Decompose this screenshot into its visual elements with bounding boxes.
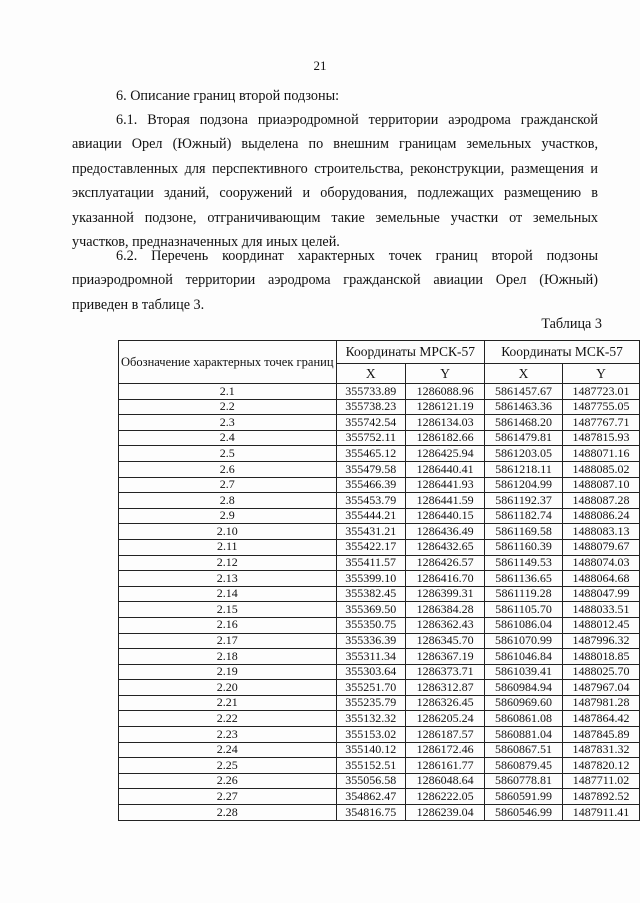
point-id-cell: 2.11	[119, 539, 337, 555]
table-row	[119, 477, 640, 493]
point-designation-header: Обозначение характерных точек границ	[119, 341, 337, 384]
msk-y-cell: 1488086.24	[562, 508, 639, 524]
msk-x-cell: 5860591.99	[485, 789, 563, 805]
mrsk-y-cell: 1286205.24	[406, 711, 485, 727]
mrsk-x-cell: 355235.79	[336, 695, 405, 711]
point-id-cell: 2.21	[119, 695, 337, 711]
mrsk-x-cell: 355466.39	[336, 477, 405, 493]
msk-y-cell: 1488047.99	[562, 586, 639, 602]
msk-y-cell: 1488085.02	[562, 461, 639, 477]
table-row	[119, 493, 640, 509]
point-id-cell: 2.9	[119, 508, 337, 524]
table-row	[119, 649, 640, 665]
msk-y-cell: 1487820.12	[562, 758, 639, 774]
mrsk-x-cell: 355422.17	[336, 539, 405, 555]
point-id-cell: 2.16	[119, 617, 337, 633]
mrsk-x-cell: 354816.75	[336, 805, 405, 821]
point-id-cell: 2.10	[119, 524, 337, 540]
msk-y-cell: 1488033.51	[562, 602, 639, 618]
point-id-cell: 2.3	[119, 415, 337, 431]
mrsk-x-header: X	[336, 364, 405, 384]
msk-y-cell: 1487864.42	[562, 711, 639, 727]
mrsk-x-cell: 355303.64	[336, 664, 405, 680]
mrsk-y-cell: 1286048.64	[406, 773, 485, 789]
table-row	[119, 555, 640, 571]
msk-x-cell: 5860984.94	[485, 680, 563, 696]
table-row	[119, 508, 640, 524]
table-row	[119, 617, 640, 633]
msk-y-cell: 1488071.16	[562, 446, 639, 462]
mrsk-x-cell: 355251.70	[336, 680, 405, 696]
mrsk-x-cell: 355350.75	[336, 617, 405, 633]
msk-x-cell: 5861457.67	[485, 384, 563, 400]
table-row	[119, 446, 640, 462]
mrsk-y-cell: 1286441.93	[406, 477, 485, 493]
msk-x-cell: 5861169.58	[485, 524, 563, 540]
point-id-cell: 2.13	[119, 571, 337, 587]
mrsk-x-cell: 355752.11	[336, 430, 405, 446]
table-row	[119, 399, 640, 415]
msk-y-cell: 1487981.28	[562, 695, 639, 711]
msk-x-cell: 5860546.99	[485, 805, 563, 821]
msk-x-cell: 5861070.99	[485, 633, 563, 649]
table-row	[119, 633, 640, 649]
msk-y-cell: 1488087.28	[562, 493, 639, 509]
msk-x-cell: 5861203.05	[485, 446, 563, 462]
mrsk-x-cell: 355733.89	[336, 384, 405, 400]
msk-x-cell: 5861479.81	[485, 430, 563, 446]
mrsk-x-cell: 355453.79	[336, 493, 405, 509]
point-id-cell: 2.28	[119, 805, 337, 821]
table-row	[119, 805, 640, 821]
msk-y-cell: 1487845.89	[562, 727, 639, 743]
mrsk-y-cell: 1286440.15	[406, 508, 485, 524]
msk-x-cell: 5860861.08	[485, 711, 563, 727]
msk-x-cell: 5861136.65	[485, 571, 563, 587]
mrsk-y-cell: 1286222.05	[406, 789, 485, 805]
table-row	[119, 384, 640, 400]
mrsk-y-cell: 1286399.31	[406, 586, 485, 602]
point-id-cell: 2.1	[119, 384, 337, 400]
msk-y-cell: 1488079.67	[562, 539, 639, 555]
point-id-cell: 2.6	[119, 461, 337, 477]
msk-x-cell: 5861182.74	[485, 508, 563, 524]
msk-y-header: Y	[562, 364, 639, 384]
msk-57-header: Координаты МСК-57	[485, 341, 640, 364]
point-id-cell: 2.14	[119, 586, 337, 602]
paragraph-6-1: 6.1. Вторая подзона приаэродромной территории аэродрома гражданской авиации Орел (Южный) выделена по внешним границам земельных участков, предоставленных для перспективного строительства, реконструкции, размещения и эксплуатации зданий, сооружений и оборудования, подлежащих размещению в указанной подзоне, отграничивающим такие земельные участки от земельных участков, предназначенных для иных целей.	[72, 112, 598, 251]
point-id-cell: 2.25	[119, 758, 337, 774]
table-row	[119, 430, 640, 446]
msk-x-cell: 5861149.53	[485, 555, 563, 571]
mrsk-x-cell: 355738.23	[336, 399, 405, 415]
mrsk-x-cell: 355153.02	[336, 727, 405, 743]
table-row	[119, 571, 640, 587]
msk-y-cell: 1488018.85	[562, 649, 639, 665]
coordinates-table-body	[119, 384, 640, 821]
table-caption: Таблица 3	[541, 316, 602, 332]
mrsk-y-cell: 1286312.87	[406, 680, 485, 696]
table-row	[119, 789, 640, 805]
table-row	[119, 695, 640, 711]
table-row	[119, 711, 640, 727]
msk-x-cell: 5861160.39	[485, 539, 563, 555]
msk-y-cell: 1488074.03	[562, 555, 639, 571]
mrsk-x-cell: 355479.58	[336, 461, 405, 477]
point-id-cell: 2.26	[119, 773, 337, 789]
msk-x-cell: 5860881.04	[485, 727, 563, 743]
point-id-cell: 2.15	[119, 602, 337, 618]
table-row	[119, 539, 640, 555]
mrsk-y-cell: 1286426.57	[406, 555, 485, 571]
msk-y-cell: 1487996.32	[562, 633, 639, 649]
table-row	[119, 461, 640, 477]
msk-x-cell: 5860867.51	[485, 742, 563, 758]
mrsk-57-header: Координаты МРСК-57	[336, 341, 485, 364]
point-id-cell: 2.8	[119, 493, 337, 509]
mrsk-y-cell: 1286384.28	[406, 602, 485, 618]
mrsk-x-cell: 355056.58	[336, 773, 405, 789]
msk-y-cell: 1487967.04	[562, 680, 639, 696]
mrsk-x-cell: 355465.12	[336, 446, 405, 462]
mrsk-x-cell: 355742.54	[336, 415, 405, 431]
msk-x-cell: 5861463.36	[485, 399, 563, 415]
msk-x-cell: 5861468.20	[485, 415, 563, 431]
msk-y-cell: 1487911.41	[562, 805, 639, 821]
msk-x-cell: 5860778.81	[485, 773, 563, 789]
msk-y-cell: 1488025.70	[562, 664, 639, 680]
mrsk-y-cell: 1286326.45	[406, 695, 485, 711]
msk-x-cell: 5861119.28	[485, 586, 563, 602]
msk-x-cell: 5861039.41	[485, 664, 563, 680]
msk-x-cell: 5861192.37	[485, 493, 563, 509]
point-id-cell: 2.12	[119, 555, 337, 571]
msk-y-cell: 1487815.93	[562, 430, 639, 446]
page-number: 21	[313, 58, 327, 73]
point-id-cell: 2.18	[119, 649, 337, 665]
msk-y-cell: 1488083.13	[562, 524, 639, 540]
table-row	[119, 415, 640, 431]
mrsk-y-cell: 1286088.96	[406, 384, 485, 400]
msk-x-cell: 5860969.60	[485, 695, 563, 711]
msk-y-cell: 1487755.05	[562, 399, 639, 415]
mrsk-x-cell: 355311.34	[336, 649, 405, 665]
msk-y-cell: 1487892.52	[562, 789, 639, 805]
mrsk-y-cell: 1286373.71	[406, 664, 485, 680]
paragraph-6-2: 6.2. Перечень координат характерных точек границ второй подзоны приаэродромной территории аэродрома гражданской авиации Орел (Южный) приведен в таблице 3.	[72, 248, 598, 313]
table-row	[119, 524, 640, 540]
msk-x-cell: 5861105.70	[485, 602, 563, 618]
mrsk-y-cell: 1286121.19	[406, 399, 485, 415]
mrsk-y-cell: 1286182.66	[406, 430, 485, 446]
mrsk-y-cell: 1286441.59	[406, 493, 485, 509]
table-row	[119, 602, 640, 618]
coordinates-table	[118, 340, 640, 821]
msk-x-cell: 5861086.04	[485, 617, 563, 633]
point-id-cell: 2.4	[119, 430, 337, 446]
point-id-cell: 2.5	[119, 446, 337, 462]
table-row	[119, 727, 640, 743]
table-row	[119, 664, 640, 680]
msk-x-cell: 5861046.84	[485, 649, 563, 665]
msk-y-cell: 1487767.71	[562, 415, 639, 431]
point-id-cell: 2.20	[119, 680, 337, 696]
msk-y-cell: 1487831.32	[562, 742, 639, 758]
msk-x-cell: 5860879.45	[485, 758, 563, 774]
table-row	[119, 773, 640, 789]
mrsk-y-cell: 1286367.19	[406, 649, 485, 665]
mrsk-y-cell: 1286161.77	[406, 758, 485, 774]
section-heading: 6. Описание границ второй подзоны:	[116, 88, 340, 104]
mrsk-y-header: Y	[406, 364, 485, 384]
point-id-cell: 2.19	[119, 664, 337, 680]
mrsk-y-cell: 1286440.41	[406, 461, 485, 477]
mrsk-x-cell: 354862.47	[336, 789, 405, 805]
mrsk-x-cell: 355152.51	[336, 758, 405, 774]
table-row	[119, 742, 640, 758]
mrsk-x-cell: 355369.50	[336, 602, 405, 618]
msk-y-cell: 1487723.01	[562, 384, 639, 400]
point-id-cell: 2.22	[119, 711, 337, 727]
point-id-cell: 2.23	[119, 727, 337, 743]
mrsk-y-cell: 1286425.94	[406, 446, 485, 462]
mrsk-x-cell: 355382.45	[336, 586, 405, 602]
point-id-cell: 2.27	[119, 789, 337, 805]
mrsk-x-cell: 355431.21	[336, 524, 405, 540]
mrsk-y-cell: 1286239.04	[406, 805, 485, 821]
mrsk-x-cell: 355399.10	[336, 571, 405, 587]
point-id-cell: 2.24	[119, 742, 337, 758]
mrsk-y-cell: 1286134.03	[406, 415, 485, 431]
msk-y-cell: 1488012.45	[562, 617, 639, 633]
point-id-cell: 2.17	[119, 633, 337, 649]
msk-y-cell: 1488087.10	[562, 477, 639, 493]
msk-x-cell: 5861204.99	[485, 477, 563, 493]
mrsk-y-cell: 1286436.49	[406, 524, 485, 540]
mrsk-y-cell: 1286362.43	[406, 617, 485, 633]
mrsk-y-cell: 1286187.57	[406, 727, 485, 743]
msk-y-cell: 1487711.02	[562, 773, 639, 789]
msk-x-header: X	[485, 364, 563, 384]
mrsk-x-cell: 355411.57	[336, 555, 405, 571]
mrsk-x-cell: 355140.12	[336, 742, 405, 758]
msk-y-cell: 1488064.68	[562, 571, 639, 587]
table-row	[119, 680, 640, 696]
mrsk-y-cell: 1286172.46	[406, 742, 485, 758]
mrsk-y-cell: 1286432.65	[406, 539, 485, 555]
table-row	[119, 586, 640, 602]
mrsk-x-cell: 355132.32	[336, 711, 405, 727]
mrsk-y-cell: 1286345.70	[406, 633, 485, 649]
msk-x-cell: 5861218.11	[485, 461, 563, 477]
point-id-cell: 2.7	[119, 477, 337, 493]
table-row	[119, 758, 640, 774]
mrsk-x-cell: 355336.39	[336, 633, 405, 649]
point-id-cell: 2.2	[119, 399, 337, 415]
mrsk-x-cell: 355444.21	[336, 508, 405, 524]
mrsk-y-cell: 1286416.70	[406, 571, 485, 587]
